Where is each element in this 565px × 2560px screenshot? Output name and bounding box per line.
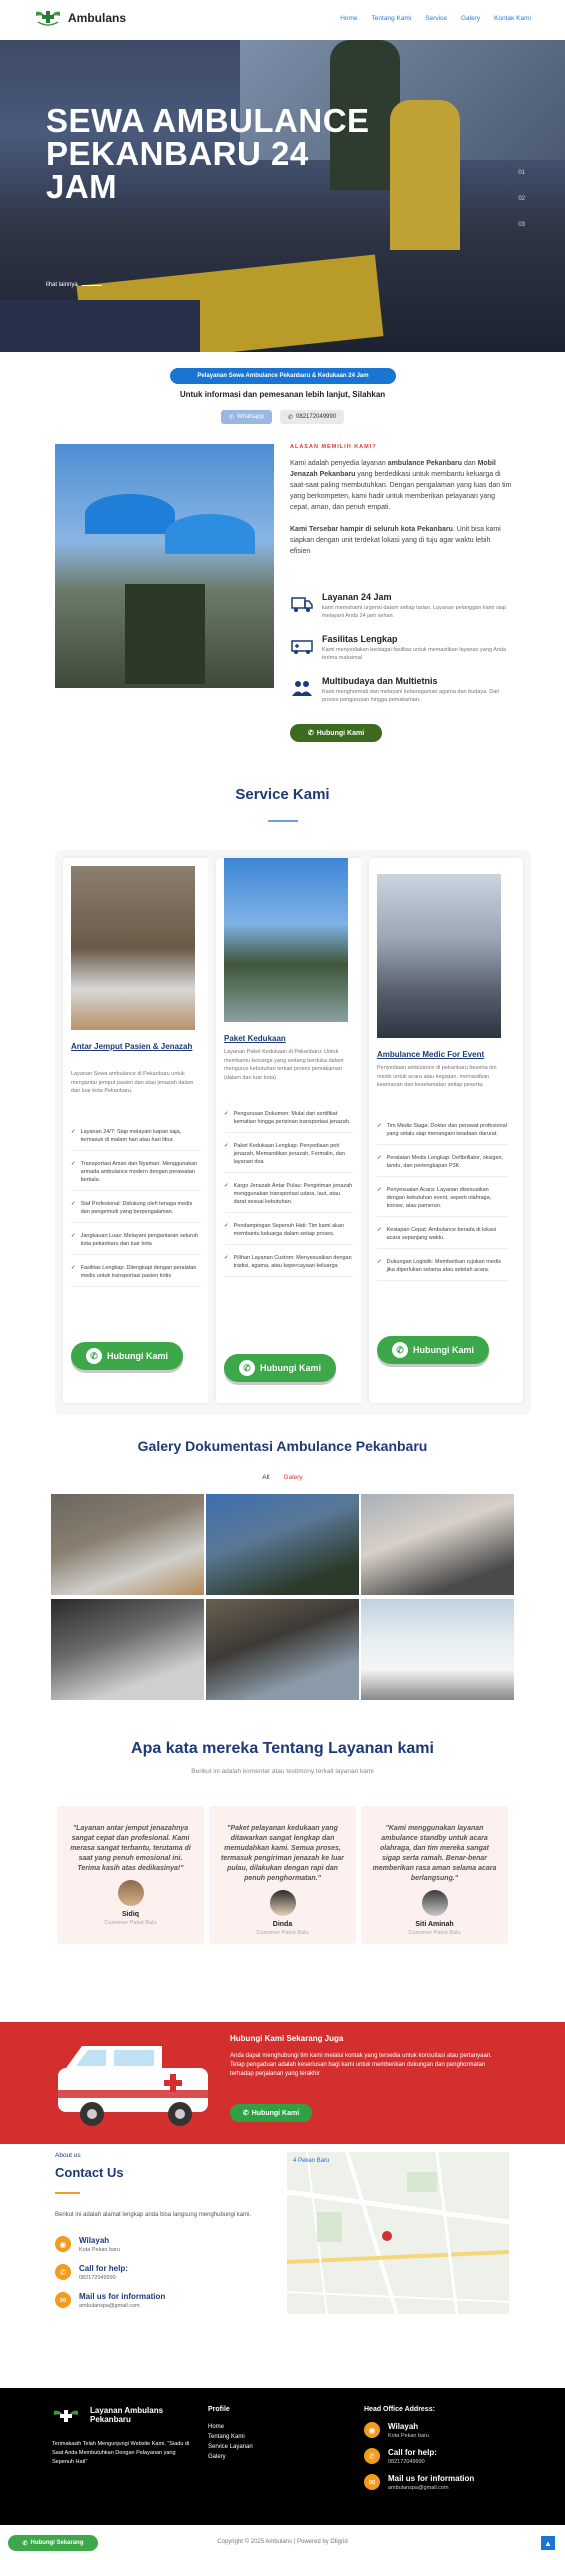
whatsapp-icon: ✆ [239,1360,255,1376]
list-item [71,1232,201,1255]
list-item-text: Kesiapan Cepat: Ambulance berada di lokasi acara sepanjang waktu. [386,1227,497,1241]
contact-text: Berikut ini adalah alamat lengkap anda bisa langsung menghubungi kami. [55,2212,252,2218]
scroll-top-icon[interactable]: ▲ [541,2536,555,2550]
footer-links [208,2424,253,2460]
gallery-image[interactable] [361,1494,514,1595]
list-item [224,1254,354,1277]
arrow-line-icon [82,285,102,286]
slide-dot[interactable]: 03 [518,222,525,228]
service-title[interactable]: Paket Kedukaan [224,1034,286,1043]
intro-buttons [0,410,565,424]
service-desc: Layanan Sewa ambulance di Pekanbaru untuk mengantar jemput pasien dan atau jenazah dalam dan luar kota Pekanbaru. [71,1071,194,1094]
list-item [224,1182,354,1213]
about-text: dan [462,460,478,467]
title-divider [268,820,298,822]
avatar [270,1890,296,1916]
umbrella-shape [85,494,175,534]
testimonial-name: Sidiq [121,1911,140,1918]
feature-desc: Kami menyediakan berbagai fasilitas untuk memastikan layanan yang Anda terima maksimal [322,647,507,661]
phone-icon: ✆ [287,414,294,421]
check-icon: ✓ [224,1183,229,1189]
gallery-filters [0,1474,565,1481]
list-item [224,1142,354,1173]
feature-title: Fasilitas Lengkap [322,634,398,644]
about-paragraph [290,458,512,557]
check-icon: ✓ [71,1201,76,1207]
gallery-image[interactable] [206,1494,359,1595]
about-text: . Unit bisa kami siapkan dengan unit terdekat lokasi yang di tuju agar waktu lebih efisien [290,526,501,555]
gallery-image[interactable] [51,1599,204,1700]
about-photo [55,444,274,688]
footer-link[interactable]: Tentang Kami [208,2434,245,2440]
testimonial-role: Customer Paket Batu [256,1930,309,1936]
about-tag: ALASAN MEMILIH KAMI? [290,444,377,450]
mail-icon: ✉ [55,2292,71,2308]
check-icon: ✓ [224,1223,229,1229]
list-item [377,1226,507,1249]
people-icon [290,676,314,700]
list-item [71,1200,201,1223]
location-icon: ◉ [55,2236,71,2252]
footer-item-title: Wilayah [388,2422,419,2431]
list-item-text: Pilihan Layanan Custom: Menyesuaikan dengan tradisi, agama, atau kepercayaan keluarga [233,1255,352,1269]
list-item [377,1186,507,1217]
service-card-inner [369,858,523,1403]
footer-item-value: ambulanspa@gmail.com [388,2485,449,2491]
service-card-inner [216,858,370,1403]
service-title[interactable]: Antar Jemput Pasien & Jenazah [71,1042,193,1051]
people-shape [125,584,205,684]
hero-more-link[interactable] [46,282,102,288]
gallery-image[interactable] [206,1599,359,1700]
check-icon: ✓ [377,1155,382,1161]
service-card [208,850,378,1415]
check-icon: ✓ [71,1161,76,1167]
list-item [377,1122,507,1145]
list-item-text: Transportasi Aman dan Nyaman: Menggunakan armada ambulance modern dengan perawatan berkala. [80,1161,198,1183]
check-icon: ✓ [224,1111,229,1117]
list-item-text: Fasilitas Lengkap: Dilengkapi dengan peralatan medis untuk transportasi pasien kritis [80,1265,197,1279]
about-strong: Kami Tersebar hampir di seluruh kota Pekanbaru [290,526,453,533]
about-contact-button[interactable] [290,724,382,742]
list-item [71,1128,201,1151]
service-card-inner [63,858,217,1403]
list-item [71,1160,201,1191]
avatar [118,1880,144,1906]
title-divider [55,2192,80,2194]
list-item [224,1110,354,1133]
feature-facilities [290,634,512,662]
footer-link[interactable]: Service Layanan [208,2444,253,2450]
hero-title: SEWA AMBULANCE PEKANBARU 24 JAM [46,102,370,205]
about-button-label: Hubungi Kami [316,729,365,737]
list-item-text: Peralatan Medis Lengkap: Defibrillator, oksigen, tandu, dan perlengkapan P3K. [386,1155,504,1169]
check-icon: ✓ [377,1259,382,1265]
hero-slider [0,40,565,352]
service-button-label: Hubungi Kami [413,1345,474,1355]
filter-all[interactable]: All [262,1474,270,1481]
service-list [71,1128,201,1296]
check-icon: ✓ [71,1233,76,1239]
service-card [55,850,225,1415]
slide-dot[interactable]: 01 [518,170,525,176]
avatar [422,1890,448,1916]
check-icon: ✓ [377,1123,382,1129]
footer-brand: Layanan Ambulans Pekanbaru [90,2406,164,2424]
list-item-text: Penyesuaian Acara: Layanan disesuaikan dengan kebutuhan event, seperti olahraga, konser, atau pameran. [386,1187,492,1209]
testimonial-name: Siti Aminah [415,1921,454,1928]
whatsapp-icon: ✆ [307,730,314,737]
services-title: Service Kami [235,786,330,803]
service-photo [377,874,501,1038]
phone-icon: ✆ [55,2264,71,2280]
whatsapp-icon: ✆ [86,1348,102,1364]
service-button-label: Hubungi Kami [107,1351,168,1361]
contact-item-title: Mail us for information [79,2292,166,2301]
gallery-image[interactable] [51,1494,204,1595]
list-item-text: Staf Profesional: Didukung oleh tenaga medis dan pengemudi yang berpengalaman. [80,1201,193,1215]
feature-24h [290,592,512,620]
phone-icon: ✆ [364,2448,380,2464]
check-icon: ✓ [224,1255,229,1261]
service-badge: Pelayanan Sewa Ambulance Pekanbaru & Kedukaan 24 Jam [170,368,396,384]
whatsapp-icon: ✆ [392,1342,408,1358]
list-item [224,1222,354,1245]
cta-button-label: Hubungi Kami [251,2109,300,2117]
contact-item-value: 082172049990 [79,2275,116,2281]
slide-dot[interactable]: 02 [518,196,525,202]
whatsapp-button[interactable] [221,410,272,424]
map-label: 4 Pekan Baru [293,2158,330,2164]
testimonial-card [209,1806,356,1944]
phone-button[interactable] [280,410,344,424]
feature-title: Layanan 24 Jam [322,592,392,602]
cta-contact-button[interactable] [230,2104,312,2122]
ambulance-logo-icon [34,8,62,28]
service-desc: Layanan Paket Kedukaan di Pekanbaru: Untuk membantu keluarga yang sedang berduka dalam mengurus kebutuhan terkait proses pemakaman (dalam dan luar kota) [224,1049,344,1081]
list-item-text: Paket Kedukaan Lengkap: Penyediaan peti jenazah, Memandikan jenazah, Formalin, dan layanan doa [233,1143,345,1165]
service-desc: Penyediaan ambulance di pekanbaru beserta tim medis untuk acara atau kegiatan, memastikan keamanan dan keselamatan setiap peserta. [377,1065,497,1088]
whatsapp-label: Whatsapp [236,414,264,420]
list-item-text: Tim Medis Siaga: Dokter dan perawat profesional yang selalu siap menangani keadaan darurat. [386,1123,507,1137]
service-list [377,1122,507,1290]
footer-office-title: Head Office Address: [364,2406,435,2413]
service-contact-button[interactable] [377,1336,489,1364]
location-icon: ◉ [364,2422,380,2438]
service-contact-button[interactable] [224,1354,336,1382]
contact-eyebrow: About us [55,2152,81,2159]
contact-item-value: Kota Pekan baru [79,2247,120,2253]
testimonial-quote: "Kami menggunakan layanan ambulance standby untuk acara olahraga, dan tim mereka sangat sigap serta ramah. Benar-benar memberikan rasa aman selama acara berlangsung." [372,1825,497,1882]
hero-photo-stretcher [0,300,200,352]
truck-icon [290,592,314,616]
about-strong: Mobil Jenazah Pekanbaru [290,460,496,478]
cta-title: Hubungi Kami Sekarang Juga [230,2034,344,2043]
service-photo [224,858,348,1022]
footer-bottom-bar [0,2525,565,2560]
service-contact-button[interactable] [71,1342,183,1370]
umbrella-shape [165,514,255,554]
location-map[interactable] [287,2152,509,2314]
testimonial-quote: "Layanan antar jemput jenazahnya sangat cepat dan profesional. Kami merasa sangat terbantu, terutama di saat yang penuh emosional ini. Terima kasih atas dedikasinya!" [70,1825,191,1872]
main-nav [340,15,531,22]
feature-desc: kami memahami urgensi dalam setiap tarian. Layanan pelanggan kami siap melayani Anda 24 jam sehari. [322,605,507,619]
gallery-image[interactable] [361,1599,514,1700]
check-icon: ✓ [71,1265,76,1271]
copyright: Copyright © 2025 Ambulans | Powered by Dtigrid [217,2539,348,2545]
service-title[interactable]: Ambulance Medic For Event [377,1050,485,1059]
testimonial-quote: "Paket pelayanan kedukaan yang ditawarkan sangat lengkap dan memudahkan kami. Semua proses, termasuk pengiriman jenazah ke luar pulau, dilakukan dengan rapi dan penuh penghormatan." [221,1825,344,1882]
testimonial-role: Customer Paket Batu [408,1930,461,1936]
feature-multicultural [290,676,512,704]
check-icon: ✓ [377,1227,382,1233]
check-icon: ✓ [377,1187,382,1193]
hero-more-label: lihat lainnya [46,282,78,288]
phone-label: 082172049990 [296,414,337,420]
check-icon: ✓ [224,1143,229,1149]
contact-item-value: ambulanspa@gmail.com [79,2303,140,2309]
filter-galery[interactable]: Galery [283,1474,303,1481]
service-list [224,1110,354,1286]
list-item [377,1154,507,1177]
cta-text: Anda dapat menghubungi tim kami melalui kontak yang tersedia untuk konsultasi atau pertanyaan. Tetap pengaduan adalah keseriusan bagi kami untuk memberikan dukungan dan penghormatan terhadap perjalanan yang terakhir [230,2053,492,2077]
testimonials-title: Apa kata mereka Tentang Layanan kami [131,1740,434,1757]
contact-title: Contact Us [55,2165,124,2180]
feature-title: Multibudaya dan Multietnis [322,676,438,686]
footer-item-value: Kota Pekan baru [388,2433,429,2439]
footer-item-region [364,2422,429,2439]
footer-item-email[interactable] [364,2474,474,2491]
about-strong: ambulance Pekanbaru [387,460,462,467]
contact-item-title: Call for help: [79,2264,128,2273]
feature-desc: Kami menghormati dan melayani keberagaman agama dan budaya. Dari proses pengurusan hingga pemakaman. [322,689,500,703]
nav-galery[interactable]: Galery [460,14,481,22]
list-item-text: Kargo Jenazah Antar Pulau: Pengiriman jenazah menggunakan transportasi udara, laut, atau darat sesuai kebutuhan. [233,1183,353,1205]
ambulance-logo-icon [52,2406,80,2428]
nav-service[interactable]: Service [425,14,447,22]
nav-home[interactable]: Home [340,14,358,22]
testimonials-subtitle: Berikut ini adalah komentar atau testimony terkait layanan kami [191,1768,374,1775]
list-item-text: Jangkauan Luas: Melayani pengantaran seluruh kota pekanbaru dan luar kota [80,1233,199,1247]
whatsapp-icon: ✆ [228,414,234,421]
footer-tagline: Terimakasih Telah Mengunjungi Website Kami, "Siadu di Saat Anda Membutuhkan Dengan Pelayanan yang Sepenuh Hati" [52,2441,190,2465]
footer-link[interactable]: Home [208,2424,225,2430]
ambulance-illustration-icon [52,2038,222,2132]
service-card [361,850,531,1415]
gallery-title: Galery Dokumentasi Ambulance Pekanbaru [137,1438,428,1454]
footer-item-title: Call for help: [388,2448,437,2457]
map-roads [287,2152,509,2314]
intro-subline: Untuk informasi dan pemesanan lebih lanjut, Silahkan [179,390,386,399]
footer-item-phone[interactable] [364,2448,437,2465]
contact-item-email[interactable] [55,2292,165,2309]
service-photo [71,866,195,1030]
float-button-label: Hubungi Sekarang [30,2540,84,2546]
testimonial-card [57,1806,204,1944]
slide-indicators [518,170,525,228]
about-text: yang berdedikasi untuk membantu keluarga di saat-saat paling membutuhkan. Dengan pengalaman yang luas dan tim yang berkompeten, kami hadir untuk memberikan pelayanan yang cepat, aman, dan penuh empati. [290,471,512,511]
contact-item-title: Wilayah [79,2236,110,2245]
brand-name: Ambulans [68,11,127,25]
hero-photo-person [390,100,460,250]
list-item-text: Pengurusan Dokumen: Mulai dari sertifikat kematian hingga perizinan transportasi jenazah. [233,1111,351,1125]
contact-item-phone[interactable] [55,2264,128,2281]
check-icon: ✓ [71,1129,76,1135]
footer-link[interactable]: Galery [208,2454,226,2460]
nav-about[interactable]: Tentang Kami [371,14,412,22]
list-item [377,1258,507,1281]
cta-section [0,2022,565,2144]
service-button-label: Hubungi Kami [260,1363,321,1373]
whatsapp-icon: ✆ [242,2110,249,2117]
whatsapp-icon: ✆ [22,2540,28,2547]
nav-contact[interactable]: Kontak Kami [494,14,531,22]
testimonial-role: Customer Paket Batu [104,1920,157,1926]
about-text: Kami adalah penyedia layanan [290,460,388,467]
mail-icon: ✉ [364,2474,380,2490]
ambulance-icon [290,634,314,658]
list-item-text: Dukungan Logistik: Memberikan rujukan medis jika diperlukan selama atau setelah acara. [386,1259,501,1273]
contact-item-region [55,2236,120,2253]
footer-item-title: Mail us for information [388,2474,475,2483]
footer-profile-title: Profile [208,2406,230,2413]
list-item-text: Pendampingan Sepenuh Hati: Tim kami akan membantu keluarga dalam setiap proses. [233,1223,344,1237]
brand-logo[interactable] [34,8,126,28]
testimonial-name: Dinda [272,1921,293,1928]
list-item [71,1264,201,1287]
site-header [0,0,565,36]
testimonial-card [361,1806,508,1944]
footer-item-value: 082172049990 [388,2459,425,2465]
list-item-text: Layanan 24/7: Siap melayani kapan saja, termasuk di malam hari atau hari libur. [80,1129,182,1143]
